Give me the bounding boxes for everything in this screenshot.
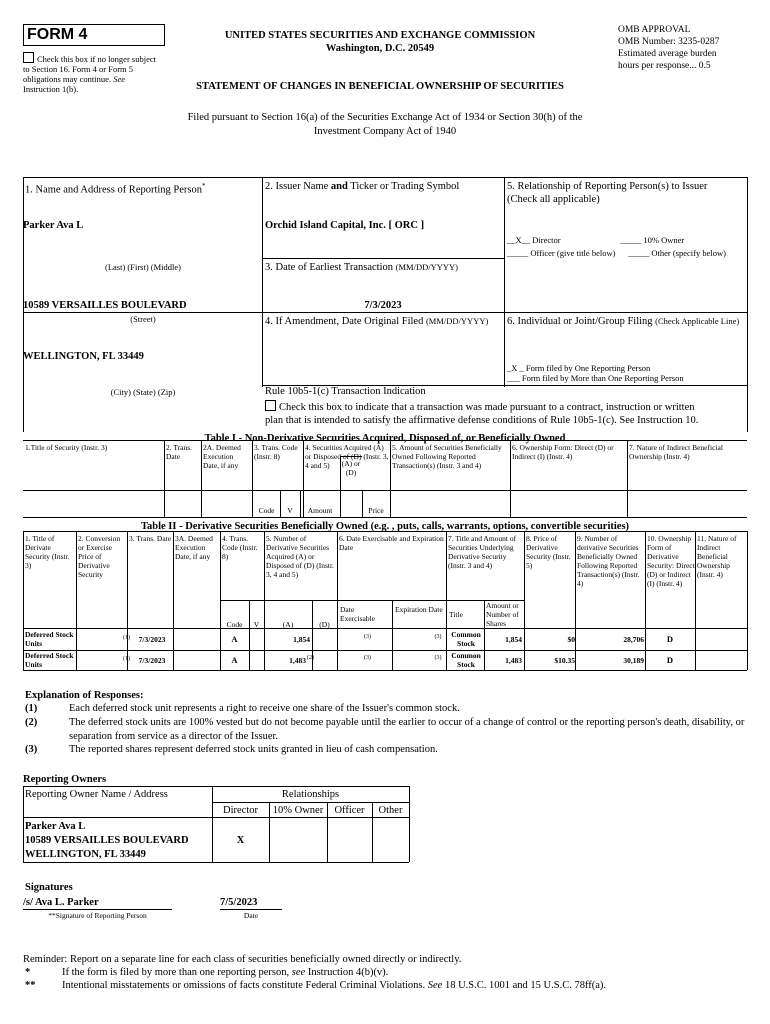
explanation-text-1: Each deferred stock unit represents a right to receive one share of the Issuer's common stock. xyxy=(69,703,460,714)
row-price-note: (1) xyxy=(123,656,130,662)
table-row xyxy=(23,630,747,650)
t1-sub-price: Price xyxy=(368,506,384,515)
t2-col-number: 5. Number of Derivative Securities Acquired (A) or Disposed of (D) (Instr. 3, 4 and 5) xyxy=(266,534,334,579)
signature-date: 7/5/2023 xyxy=(220,896,282,910)
row-form: D xyxy=(666,634,674,644)
owner-street: 10589 VERSAILLES BOULEVARD xyxy=(25,835,189,846)
owners-col-ten: 10% Owner xyxy=(272,805,324,816)
owner-city: WELLINGTON, FL 33449 xyxy=(25,849,146,860)
signatures-heading: Signatures xyxy=(25,882,73,893)
reporting-street: 10589 VERSAILLES BOULEVARD xyxy=(23,300,187,311)
filed-by-more-line[interactable]: ___ Form filed by More than One Reporting Person xyxy=(507,373,684,383)
row-exercisable: (3) xyxy=(364,634,371,640)
rule-10b5-text: Check this box to indicate that a transaction was made pursuant to a contract, instruction or written plan that is intended to satisfy the affirmative defense conditions of Rule 10b5-1(c). See Instruction 10. xyxy=(265,402,699,426)
director-checkbox-line[interactable]: __X__ Director xyxy=(507,235,561,245)
filed-pursuant-line-1: Filed pursuant to Section 16(a) of the Securities Exchange Act of 1934 or Section 30(h) of the xyxy=(187,112,583,123)
t1-col-trans-date: 2. Trans. Date xyxy=(166,443,193,461)
t1-col-ownership-form: 6. Ownership Form: Direct (D) or Indirect (I) (Instr. 4) xyxy=(512,443,614,461)
row-title: Common Stock xyxy=(451,651,481,669)
t1-col-deemed-date: 2A. Deemed Execution Date, if any xyxy=(203,443,241,470)
row-shares: 1,483 xyxy=(505,656,522,665)
t2-sub-a: (A) xyxy=(282,620,294,629)
row-acquired-note: (2) xyxy=(307,655,314,661)
t1-sub-ad: (A) or (D) xyxy=(341,459,361,477)
owners-col-relationships: Relationships xyxy=(281,789,340,800)
statement-title: STATEMENT OF CHANGES IN BENEFICIAL OWNERSHIP OF SECURITIES xyxy=(196,81,564,92)
table1-title: Table I - Non-Derivative Securities Acquired, Disposed of, or Beneficially Owned xyxy=(204,433,566,444)
footnote-star: * xyxy=(25,967,31,978)
street-caption: (Street) xyxy=(130,314,156,324)
owners-col-director: Director xyxy=(223,805,258,816)
t2-sub-code: Code xyxy=(226,620,243,629)
t1-sub-code: Code xyxy=(258,506,275,515)
t2-col-exercisable: 6. Date Exercisable and Expiration Date xyxy=(339,534,444,552)
table-row xyxy=(23,651,747,671)
row-security: Deferred Stock Units xyxy=(25,651,74,669)
issuer-name: Orchid Island Capital, Inc. [ ORC ] xyxy=(265,220,425,231)
no-longer-subject-checkbox[interactable] xyxy=(23,52,34,63)
t2-sub-expiration: Expiration Date xyxy=(395,605,443,614)
footnote-double-star: ** xyxy=(25,980,36,991)
owners-col-name: Reporting Owner Name / Address xyxy=(25,789,168,800)
row-code: A xyxy=(231,634,238,644)
explanation-text-3: The reported shares represent deferred stock units granted in lieu of cash compensation. xyxy=(69,744,438,755)
explanation-num-3: (3) xyxy=(25,744,38,755)
row-security: Deferred Stock Units xyxy=(25,630,74,648)
row-expiration: (3) xyxy=(434,634,442,640)
name-caption: (Last) (First) (Middle) xyxy=(104,262,181,272)
row-price: $10.35 xyxy=(554,656,575,665)
rule-10b5-title: Rule 10b5-1(c) Transaction Indication xyxy=(265,386,426,397)
t2-col-price: 8. Price of Derivative Security (Instr. 5) xyxy=(526,534,571,570)
t2-sub-title: Title xyxy=(449,610,463,619)
box6-label: 6. Individual or Joint/Group Filing (Check Applicable Line) xyxy=(507,316,740,327)
t2-col-title: 1. Title of Derivate Security (Instr. 3) xyxy=(25,534,70,570)
filed-pursuant-line-2: Investment Company Act of 1940 xyxy=(313,126,457,137)
row-expiration: (3) xyxy=(434,655,442,661)
row-acquired: 1,483 xyxy=(289,656,306,665)
table2-title: Table II - Derivative Securities Beneficially Owned (e.g. , puts, calls, warrants, options, convertible securities) xyxy=(140,521,630,532)
t1-col-title: 1.Title of Security (Instr. 3) xyxy=(25,443,108,452)
row-title: Common Stock xyxy=(451,630,481,648)
owner-director-mark: X xyxy=(236,835,245,846)
footnote-double-star-text: Intentional misstatements or omissions of facts constitute Federal Criminal Violations. See 18 U.S.C. 1001 and 15 U.S.C. 78ff(a). xyxy=(62,980,607,991)
owners-col-officer: Officer xyxy=(334,805,365,816)
agency-city: Washington, D.C. 20549 xyxy=(325,43,435,54)
box1-label: 1. Name and Address of Reporting Person* xyxy=(25,182,206,196)
t2-col-ownership-form: 10. Ownership Form of Derivative Security: Direct (D) or Indirect (I) (Instr. 4) xyxy=(647,534,695,588)
box2-label: 2. Issuer Name and Ticker or Trading Symbol xyxy=(265,181,460,192)
explanation-num-1: (1) xyxy=(25,703,38,714)
t2-col-underlying: 7. Title and Amount of Securities Underlying Derivative Security (Instr. 3 and 4) xyxy=(448,534,517,570)
box5-label: 5. Relationship of Reporting Person(s) to Issuer (Check all applicable) xyxy=(507,181,708,205)
ten-percent-owner-line[interactable]: _____ 10% Owner xyxy=(620,235,685,245)
form-title: FORM 4 xyxy=(27,26,88,43)
t2-col-nature: 11. Nature of Indirect Beneficial Ownership (Instr. 4) xyxy=(697,534,737,579)
t1-col-amount-owned: 5. Amount of Securities Beneficially Owned Following Reported Transaction(s) (Instr. 3 and 4) xyxy=(392,443,502,470)
row-price-note: (1) xyxy=(123,635,130,641)
owners-col-other: Other xyxy=(378,805,403,816)
date-caption: Date xyxy=(243,911,259,920)
t2-col-owned: 9. Number of derivative Securities Beneficially Owned Following Reported Transaction(s) (Instr. 4) xyxy=(577,534,640,588)
officer-line[interactable]: _____ Officer (give title below) xyxy=(507,248,616,258)
row-form: D xyxy=(666,655,674,665)
box3-label: 3. Date of Earliest Transaction (MM/DD/YYYY) xyxy=(265,262,458,273)
agency-name: UNITED STATES SECURITIES AND EXCHANGE COMMISSION xyxy=(224,30,536,41)
earliest-transaction-date: 7/3/2023 xyxy=(364,300,402,311)
no-longer-subject-note: Check this box if no longer subject to Section 16. Form 4 or Form 5 obligations may continue. See Instruction 1(b). xyxy=(23,54,156,94)
row-owned: 28,706 xyxy=(623,635,644,644)
row-date: 7/3/2023 xyxy=(138,656,166,665)
row-price: $0 xyxy=(567,635,575,644)
t1-sub-amount: Amount xyxy=(307,506,333,515)
row-code: A xyxy=(231,655,238,665)
t2-sub-v: V xyxy=(253,620,260,629)
row-date: 7/3/2023 xyxy=(138,635,166,644)
t1-sub-v: V xyxy=(287,506,293,515)
form-title-box xyxy=(23,24,165,46)
omb-approval: OMB APPROVAL xyxy=(618,25,691,35)
t1-col-securities: 4. Securities Acquired (A) or Disposed of (D) (Instr. 3, 4 and 5) xyxy=(305,443,389,470)
row-shares: 1,854 xyxy=(505,635,522,644)
owner-name: Parker Ava L xyxy=(25,821,86,832)
t1-col-nature: 7. Nature of Indirect Beneficial Ownership (Instr. 4) xyxy=(629,443,723,461)
filed-by-one-line[interactable]: _X _ Form filed by One Reporting Person xyxy=(507,363,651,373)
burden-line-2: hours per response... 0.5 xyxy=(618,61,711,71)
t1-col-trans-code: 3. Trans. Code (Instr. 8) xyxy=(254,443,298,461)
city-caption: (City) (State) (Zip) xyxy=(110,387,176,397)
t2-col-trans-code: 4. Trans. Code (Instr. 8) xyxy=(222,534,258,561)
row-exercisable: (3) xyxy=(364,655,371,661)
burden-line-1: Estimated average burden xyxy=(618,49,717,59)
row-owned: 30,189 xyxy=(623,656,644,665)
row-acquired: 1,854 xyxy=(293,635,310,644)
rule-10b5-checkbox[interactable] xyxy=(265,400,276,411)
t2-col-trans-date: 3. Trans. Date xyxy=(129,534,172,543)
explanation-heading: Explanation of Responses: xyxy=(25,690,144,701)
omb-box xyxy=(618,24,758,72)
footnote-star-text: If the form is filed by more than one reporting person, see Instruction 4(b)(v). xyxy=(62,967,389,978)
t2-sub-d: (D) xyxy=(319,620,330,629)
box4-label: 4. If Amendment, Date Original Filed (MM/DD/YYYY) xyxy=(265,316,489,327)
signature-name: /s/ Ava L. Parker xyxy=(23,896,172,910)
t2-sub-exercisable: Date Exercisable xyxy=(340,605,375,623)
explanation-num-2: (2) xyxy=(25,717,38,728)
omb-number: OMB Number: 3235-0287 xyxy=(618,37,720,47)
explanation-text-2: The deferred stock units are 100% vested but do not become payable until the earlier to occur of a change of control or the reporting person's death, disability, or separation from service as a director of the Issuer. xyxy=(69,717,745,742)
signature-caption: **Signature of Reporting Person xyxy=(48,911,147,920)
t2-col-deemed-date: 3A. Deemed Execution Date, if any xyxy=(175,534,213,561)
reporting-city: WELLINGTON, FL 33449 xyxy=(23,351,144,362)
owners-heading: Reporting Owners xyxy=(23,774,107,785)
reminder-text: Reminder: Report on a separate line for each class of securities beneficially owned directly or indirectly. xyxy=(23,954,462,965)
t2-col-conversion: 2. Conversion or Exercise Price of Derivative Security xyxy=(78,534,121,579)
t2-sub-amount: Amount or Number of Shares xyxy=(486,601,519,628)
reporting-person-name: Parker Ava L xyxy=(23,220,84,231)
other-line[interactable]: _____ Other (specify below) xyxy=(628,248,726,258)
